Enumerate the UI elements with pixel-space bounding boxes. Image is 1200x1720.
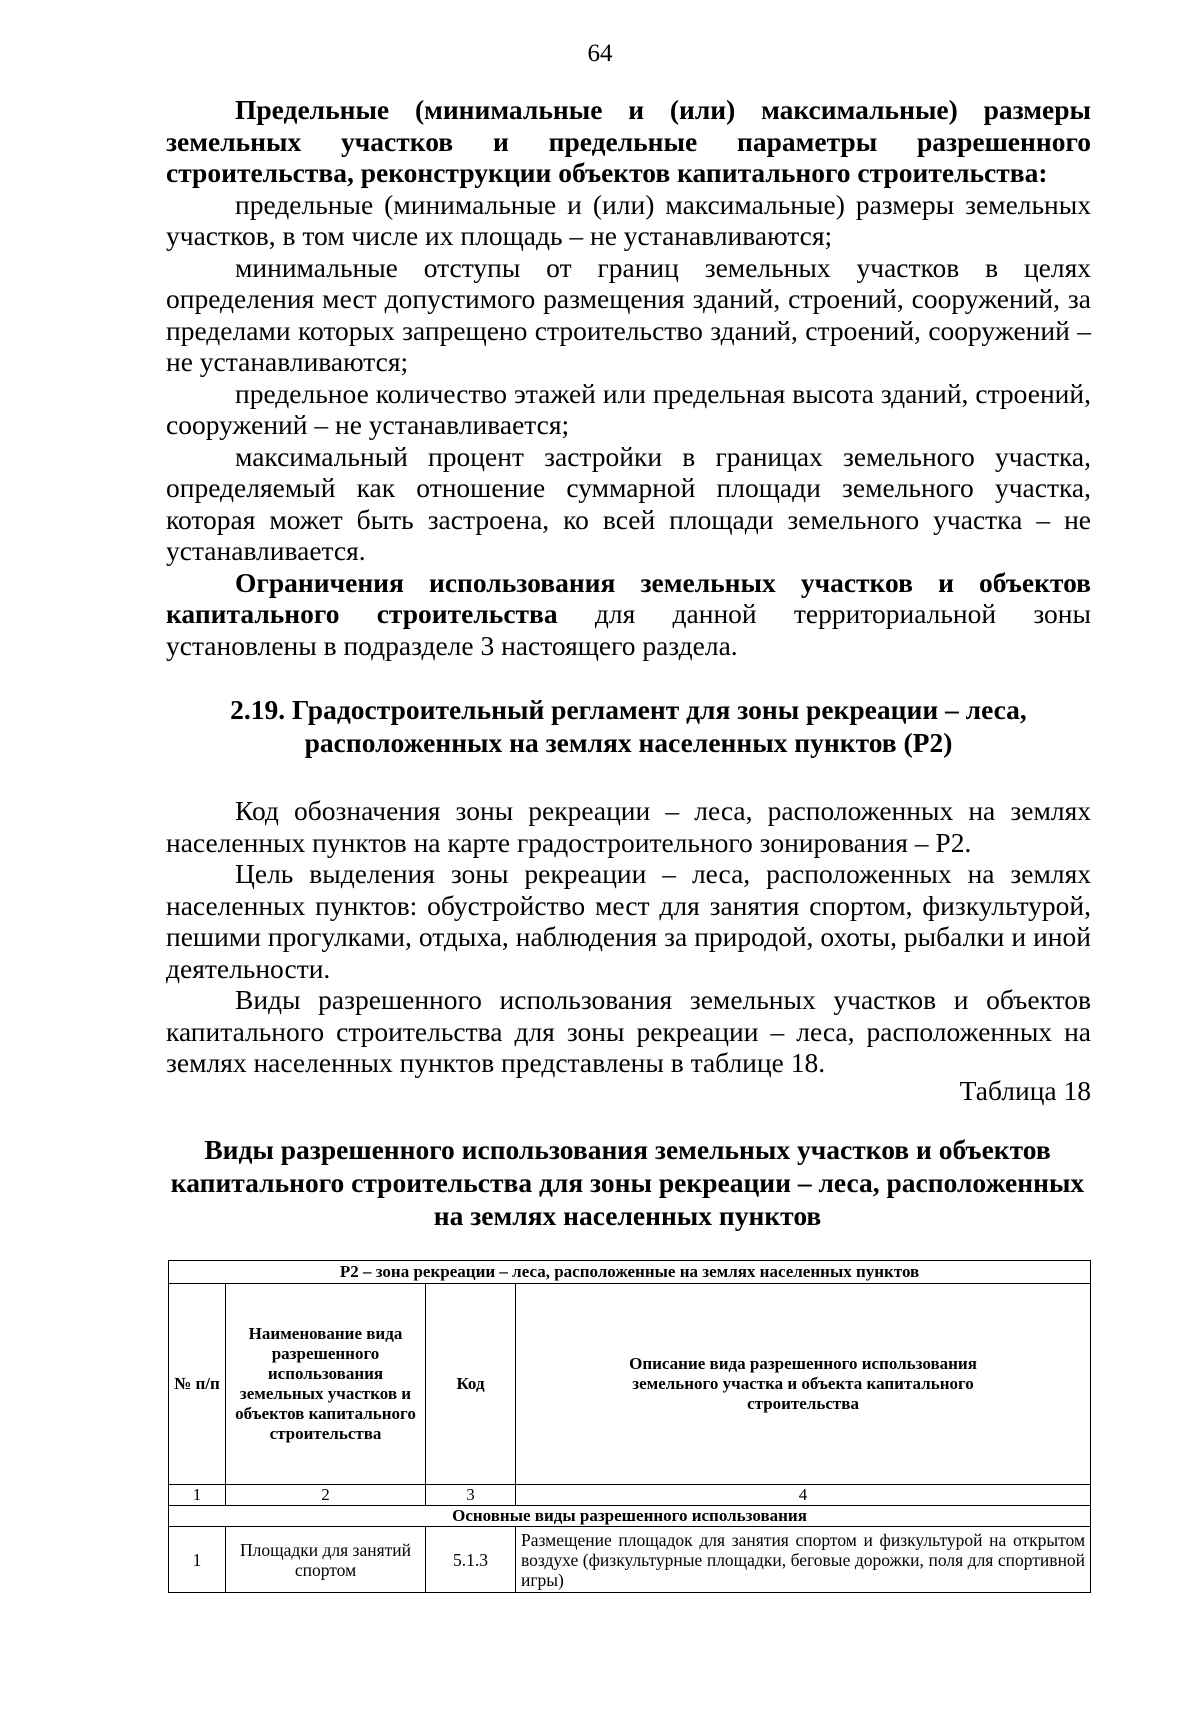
row-desc: Размещение площадок для занятия спортом и физкультурой на открытом воздухе (физкультурные площадки, беговые дорожки, поля для спортивной игры) bbox=[516, 1527, 1091, 1593]
section-heading: 2.19. Градостроительный регламент для зоны рекреации – леса, расположенных на землях населенных пунктов (Р2) bbox=[230, 694, 1027, 758]
header-name: Наименование вида разрешенного использования земельных участков и объектов капитального строительства bbox=[226, 1284, 426, 1485]
limits-heading: Предельные (минимальные и (или) максимальные) размеры земельных участков и предельные параметры разрешенного строительства, реконструкции объектов капитального строительства: bbox=[166, 94, 1091, 188]
table-title: Виды разрешенного использования земельных участков и объектов капитального строительства для зоны рекреации – леса, расположенных на землях населенных пунктов bbox=[170, 1134, 1085, 1231]
header-code: Код bbox=[426, 1284, 516, 1485]
row-name: Площадки для занятий спортом bbox=[226, 1527, 426, 1593]
limits-item: максимальный процент застройки в границах земельного участка, определяемый как отношение суммарной площади земельного участка, которая может быть застроена, ко всей площади земельного участка – не устанавливается. bbox=[166, 440, 1091, 566]
table-zone-row bbox=[169, 1261, 1091, 1284]
table-header-row bbox=[169, 1284, 1091, 1485]
table-column-numbers-row bbox=[169, 1485, 1091, 1506]
section-intro bbox=[166, 795, 1091, 1079]
limits-item: предельное количество этажей или предельная высота зданий, строений, сооружений – не устанавливается; bbox=[166, 377, 1091, 440]
column-number: 2 bbox=[226, 1485, 426, 1506]
column-number: 3 bbox=[426, 1485, 516, 1506]
limits-section bbox=[166, 94, 1091, 661]
group-cell: Основные виды разрешенного использования bbox=[169, 1506, 1091, 1527]
header-num: № п/п bbox=[169, 1284, 226, 1485]
column-number: 1 bbox=[169, 1485, 226, 1506]
zone-cell: Р2 – зона рекреации – леса, расположенные на землях населенных пунктов bbox=[169, 1261, 1091, 1284]
header-desc: Описание вида разрешенного использования земельного участка и объекта капитального строительства bbox=[516, 1284, 1091, 1485]
intro-paragraph: Код обозначения зоны рекреации – леса, расположенных на землях населенных пунктов на карте градостроительного зонирования – Р2. bbox=[166, 795, 1091, 858]
table-label: Таблица 18 bbox=[959, 1075, 1091, 1106]
intro-paragraph: Виды разрешенного использования земельных участков и объектов капитального строительства для зоны рекреации – леса, расположенных на землях населенных пунктов представлены в таблице 18. bbox=[166, 984, 1091, 1078]
table-row bbox=[169, 1527, 1091, 1593]
restrictions-bold: Ограничения использования земельных участков и объектов капитального строительства bbox=[166, 566, 1091, 629]
restrictions-text: для данной территориальной зоны установлены в подразделе 3 настоящего раздела. bbox=[166, 598, 1091, 661]
restrictions-paragraph bbox=[166, 567, 1091, 662]
limits-item: минимальные отступы от границ земельных участков в целях определения мест допустимого размещения зданий, строений, сооружений, за пределами которых запрещено строительство зданий, строений, сооружений – не устанавливаются; bbox=[166, 251, 1091, 377]
limits-item: предельные (минимальные и (или) максимальные) размеры земельных участков, в том числе их площадь – не устанавливаются; bbox=[166, 188, 1091, 251]
intro-paragraph: Цель выделения зоны рекреации – леса, расположенных на землях населенных пунктов: обустройство мест для занятия спортом, физкультурой, пешими прогулками, отдыха, наблюдения за природой, охоты, рыбалки и иной деятельности. bbox=[166, 858, 1091, 984]
row-num: 1 bbox=[169, 1527, 226, 1593]
usage-table bbox=[168, 1260, 1091, 1593]
table-group-row bbox=[169, 1506, 1091, 1527]
page-number: 64 bbox=[587, 40, 613, 67]
row-code: 5.1.3 bbox=[426, 1527, 516, 1593]
column-number: 4 bbox=[516, 1485, 1091, 1506]
